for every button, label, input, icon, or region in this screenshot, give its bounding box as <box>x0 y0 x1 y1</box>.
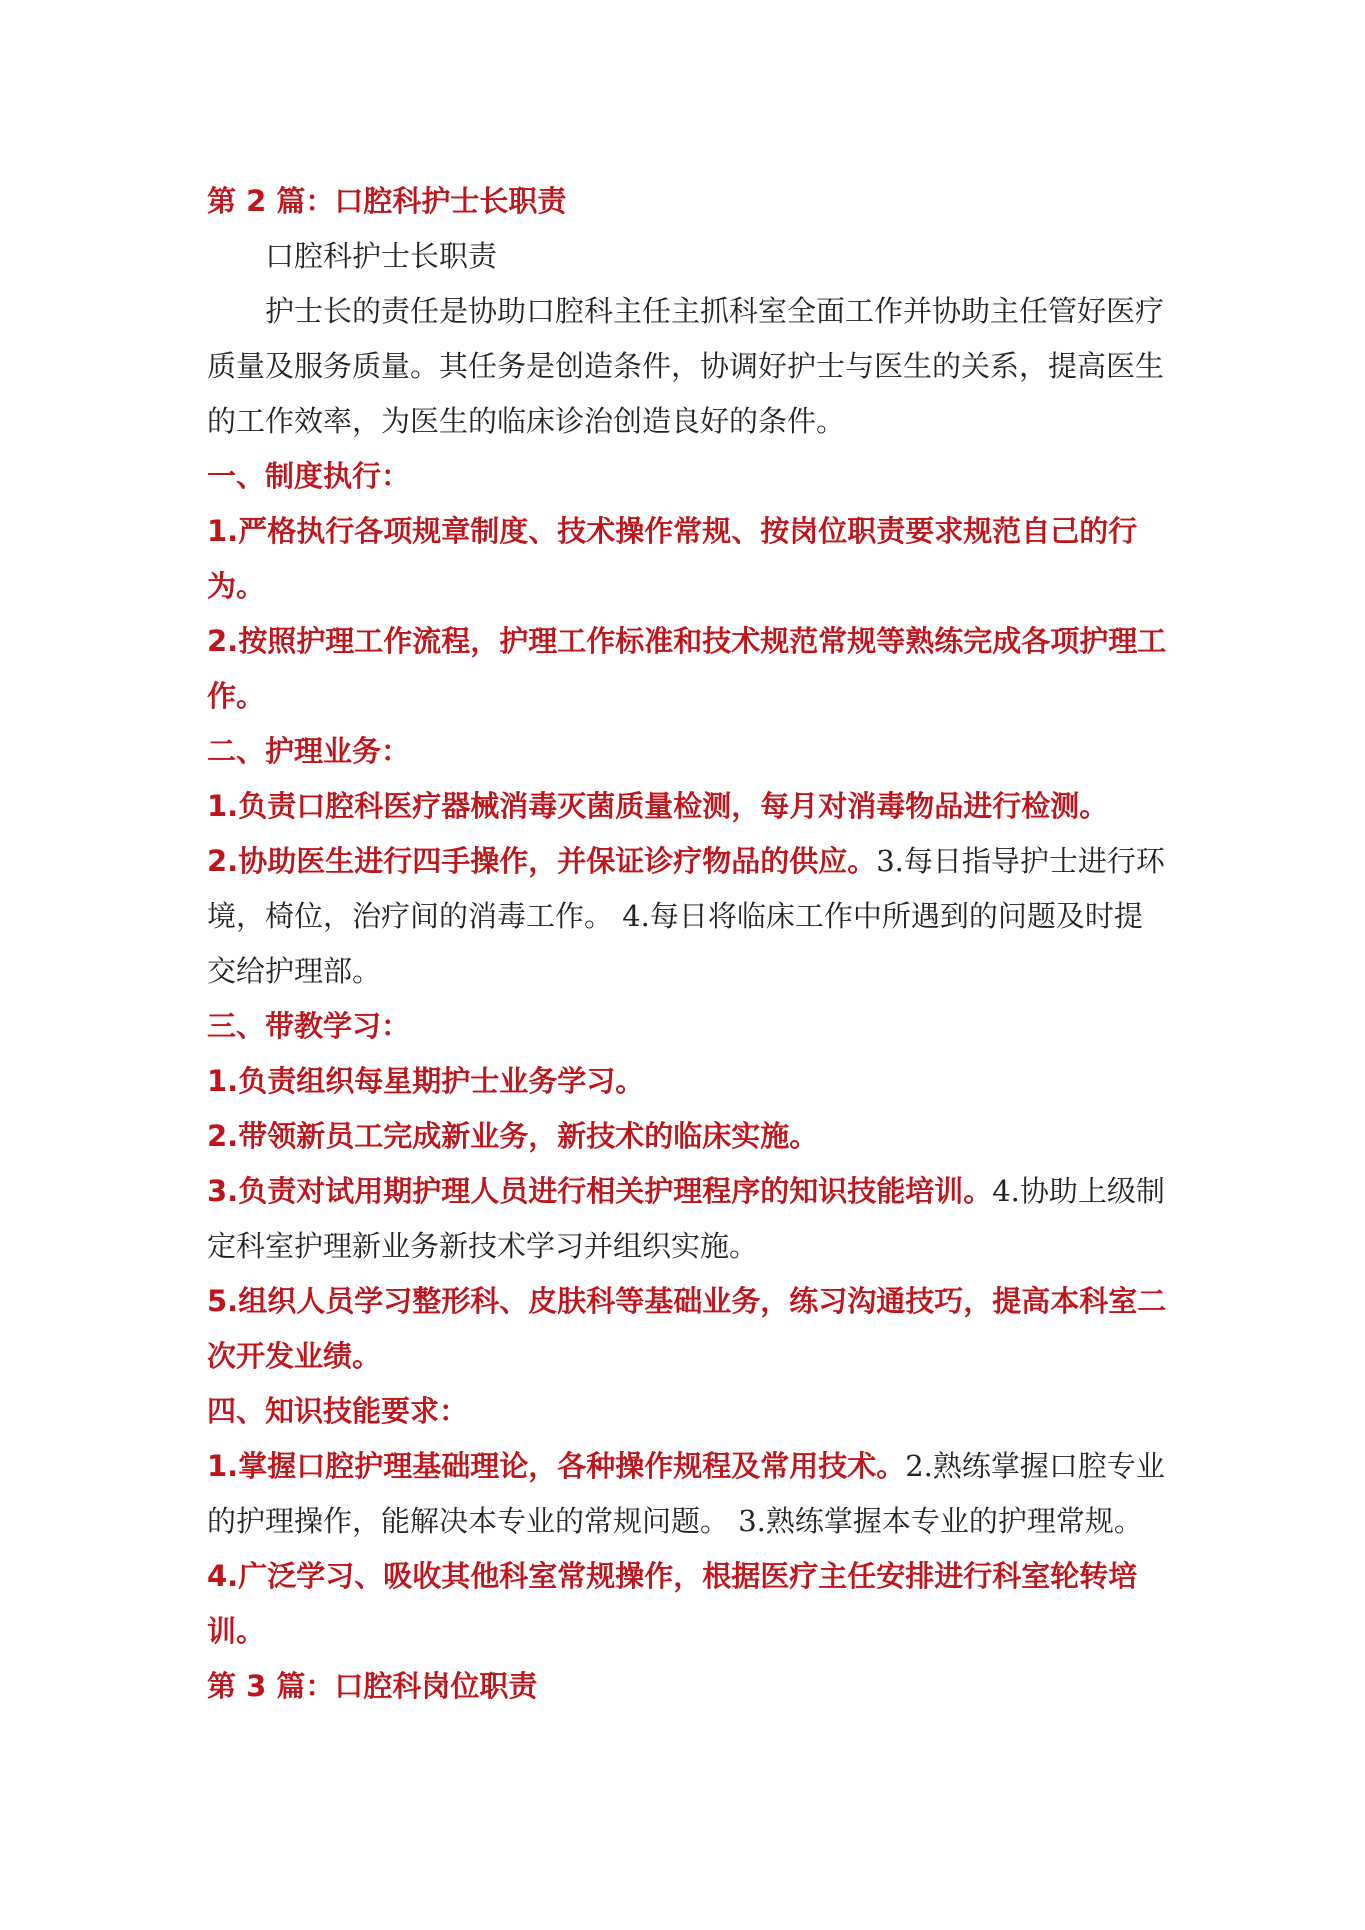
list-item-red: 1.掌握口腔护理基础理论，各种操作规程及常用技术。 <box>207 1449 906 1483</box>
mixed-paragraph <box>207 1439 1167 1549</box>
list-item: 4.广泛学习、吸收其他科室常规操作，根据医疗主任安排进行科室轮转培训。 <box>207 1559 1138 1648</box>
section-title-3: 第 3 篇：口腔科岗位职责 <box>207 1669 538 1703</box>
heading-skill-requirements: 四、知识技能要求： <box>207 1394 469 1428</box>
list-item: 1.严格执行各项规章制度、技术操作常规、按岗位职责要求规范自己的行为。 <box>207 514 1138 603</box>
list-item: 2.按照护理工作流程，护理工作标准和技术规范常规等熟练完成各项护理工作。 <box>207 624 1167 713</box>
doc-subtitle: 口腔科护士长职责 <box>265 239 498 273</box>
heading-system-execution: 一、制度执行： <box>207 459 411 493</box>
list-item-plain: 2.熟练掌握口腔专业的护理操作，能解决本专业的常规问题。 3.熟练掌握本专业的护理常规。 <box>207 1449 1165 1538</box>
section-title-2: 第 2 篇：口腔科护士长职责 <box>207 184 567 218</box>
list-item: 1.负责组织每星期护士业务学习。 <box>207 1064 645 1098</box>
heading-teaching: 三、带教学习： <box>207 1009 411 1043</box>
heading-nursing-business: 二、护理业务： <box>207 734 411 768</box>
list-item-red: 2.协助医生进行四手操作，并保证诊疗物品的供应。 <box>207 844 877 878</box>
list-item: 5.组织人员学习整形科、皮肤科等基础业务，练习沟通技巧，提高本科室二次开发业绩。 <box>207 1284 1167 1373</box>
mixed-paragraph <box>207 834 1167 999</box>
list-item-plain: 4.协助上级制定科室护理新业务新技术学习并组织实施。 <box>207 1174 1165 1263</box>
list-item-plain: 3.每日指导护士进行环境，椅位，治疗间的消毒工作。 4.每日将临床工作中所遇到的问题及时提交给护理部。 <box>207 844 1165 988</box>
list-item: 1.负责口腔科医疗器械消毒灭菌质量检测，每月对消毒物品进行检测。 <box>207 789 1109 823</box>
intro-paragraph: 护士长的责任是协助口腔科主任主抓科室全面工作并协助主任管好医疗质量及服务质量。其任务是创造条件，协调好护士与医生的关系，提高医生的工作效率，为医生的临床诊治创造良好的条件。 <box>207 294 1165 438</box>
mixed-paragraph <box>207 1164 1167 1274</box>
list-item: 2.带领新员工完成新业务，新技术的临床实施。 <box>207 1119 819 1153</box>
document-page <box>207 174 1167 1714</box>
list-item-red: 3.负责对试用期护理人员进行相关护理程序的知识技能培训。 <box>207 1174 993 1208</box>
